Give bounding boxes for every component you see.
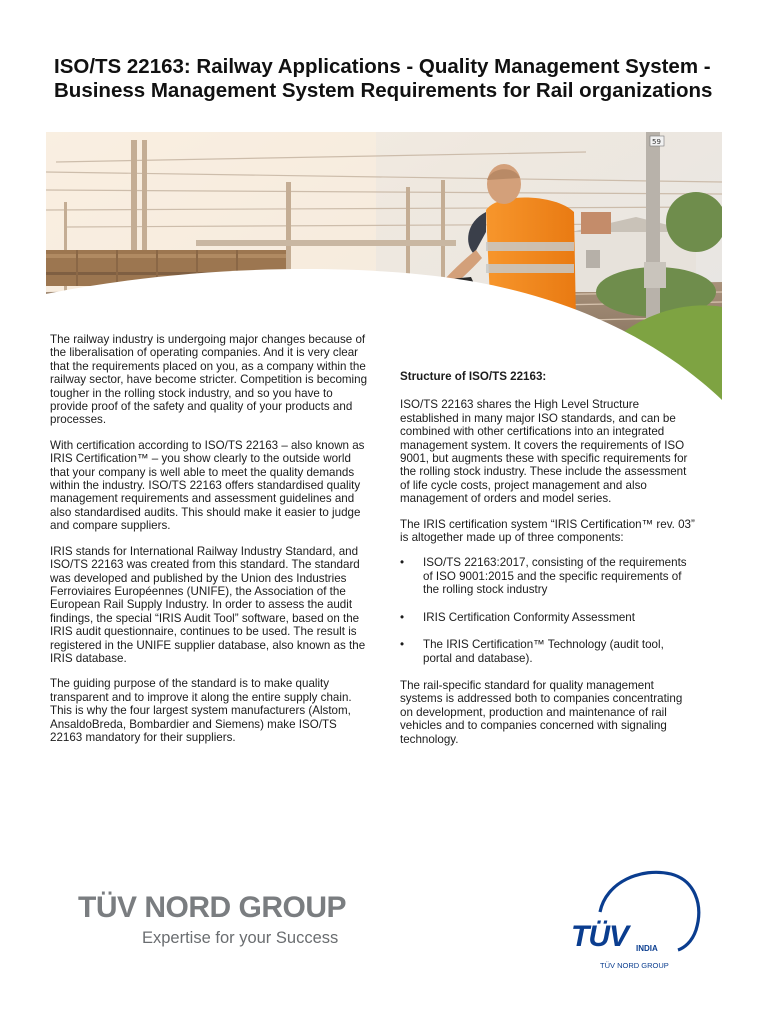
- logo-arc-icon: [566, 862, 706, 972]
- bullet-icon: •: [400, 556, 405, 570]
- iris-paragraph: IRIS stands for International Railway Industry Standard, and ISO/TS 22163 was created from this standard. The standard was developed and published by the Union des Industries Ferroviaires Européennes (UNIFE), the Association of the European Rail Supply Industry. In order to assess the audit findings, the special “IRIS Audit Tool” software, based on the IRIS audit questionnaire, continues to be used. The result is registered in the UNIFE supplier database, also known as the IRIS database.: [50, 544, 366, 665]
- scope-paragraph: The rail-specific standard for quality management systems is addressed both to companies concentrating on development, production and maintenance of rail vehicles and to companies concerned with signaling technology.: [400, 678, 683, 746]
- track-sign-number: 59: [652, 138, 661, 146]
- tuv-logo-region: INDIA: [636, 944, 658, 953]
- right-column: [400, 370, 696, 758]
- purpose-paragraph: The guiding purpose of the standard is to make quality transparent and to improve it along the entire supply chain. This is why the four largest system manufacturers (Alstom, AnsaldoBreda, Bombardier and Siemens) make ISO/TS 22163 mandatory for their suppliers.: [50, 677, 352, 744]
- section-heading: Structure of ISO/TS 22163:: [400, 370, 547, 383]
- tuv-logo-group: TÜV NORD GROUP: [600, 961, 669, 970]
- certification-paragraph: With certification according to ISO/TS 22163 – also known as IRIS Certification™ – you show clearly to the outside world that your company is well able to meet the quality demands within the industry. ISO/TS 22163 offers standardised quality management requirements and assessment guidelines and also standardised audits. This should make it easier to judge and compare suppliers.: [50, 438, 365, 533]
- list-item: [400, 556, 696, 596]
- bullet-icon: •: [400, 610, 405, 624]
- components-list: [400, 556, 696, 664]
- brand-name: TÜV NORD GROUP: [78, 891, 347, 924]
- left-column: [50, 333, 368, 756]
- list-item-text: IRIS Certification Conformity Assessment: [423, 610, 635, 624]
- list-item-text: The IRIS Certification™ Technology (audit tool, portal and database).: [423, 638, 664, 665]
- components-intro-paragraph: The IRIS certification system “IRIS Certification™ rev. 03” is altogether made up of three components:: [400, 517, 695, 545]
- brand-tagline: Expertise for your Success: [142, 929, 339, 947]
- tuv-logo-word: TÜV: [571, 920, 628, 953]
- list-item: [400, 611, 696, 624]
- intro-paragraph: The railway industry is undergoing major changes because of the liberalisation of operating companies. And it is very clear that the requirements placed on you, as a company within the railway sector, have become stricter. Competition is becoming tougher in the rolling stock industry, and so you have to provide proof of the safety and quality of your products and processes.: [50, 333, 368, 427]
- structure-paragraph: ISO/TS 22163 shares the High Level Structure established in many major ISO standards, and can be combined with other certifications into an integrated management system. It covers the requirements of ISO 9001, but augments these with specific requirements for the rolling stock industry. These include the assessment of life cycle costs, project management and also management of orders and model series.: [400, 398, 688, 506]
- tuv-india-logo: [566, 862, 706, 972]
- tuv-nord-group-logo: [78, 892, 348, 954]
- list-item-text: ISO/TS 22163:2017, consisting of the requirements of ISO 9001:2015 and the specific requirements of the rolling stock industry: [423, 556, 687, 597]
- document-title: ISO/TS 22163: Railway Applications - Quality Management System - Business Management System Requirements for Rail organizations: [54, 55, 713, 102]
- bullet-icon: •: [400, 638, 405, 652]
- list-item: [400, 638, 696, 665]
